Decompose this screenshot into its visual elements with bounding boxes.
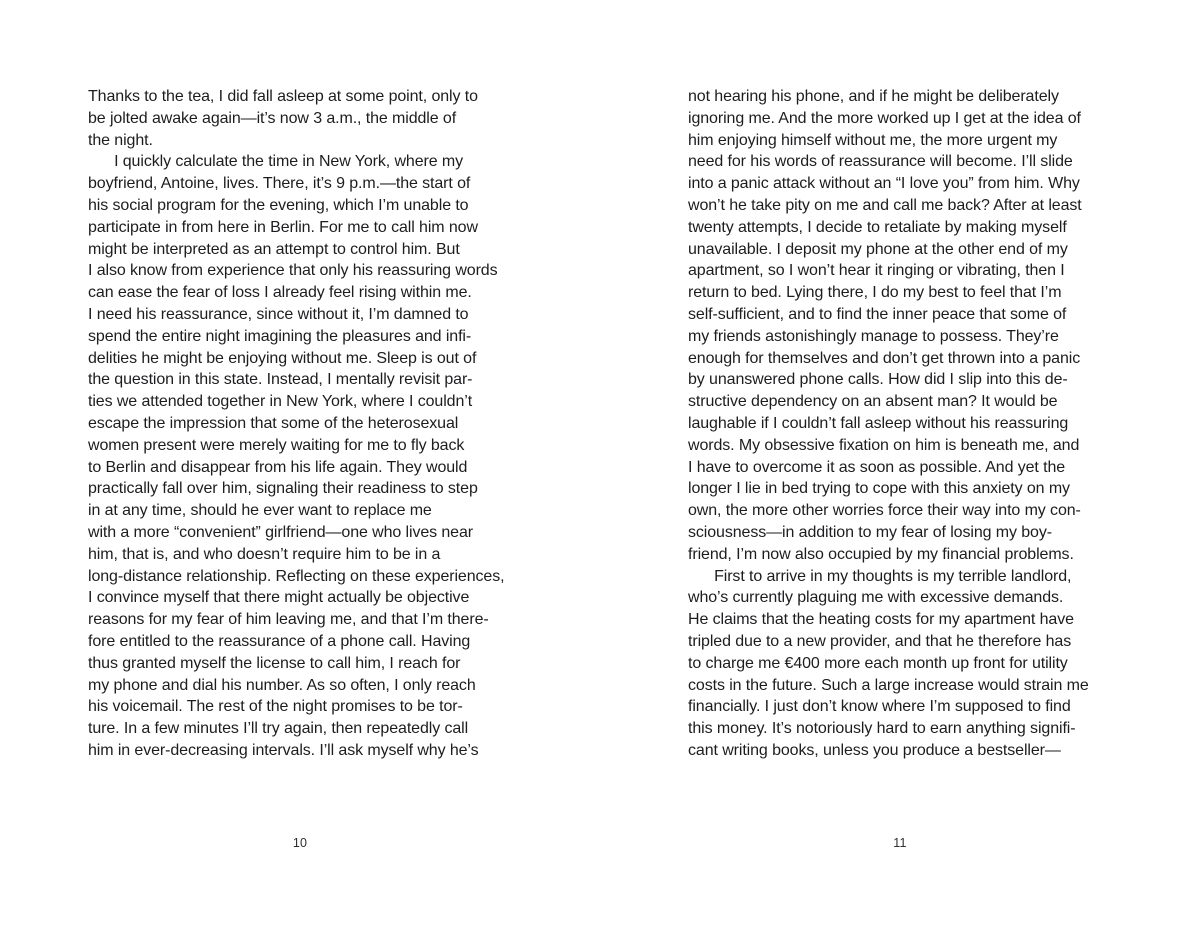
- text-line: need for his words of reassurance will become. I’ll slide: [688, 153, 1073, 171]
- text-line: can ease the fear of loss I already feel rising within me.: [88, 284, 472, 302]
- page-left-text: [88, 86, 512, 762]
- text-line: apartment, so I won’t hear it ringing or vibrating, then I: [688, 262, 1065, 280]
- text-line: be jolted awake again—it’s now 3 a.m., the middle of: [88, 109, 457, 127]
- text-line: his social program for the evening, which I’m unable to: [88, 196, 469, 214]
- text-line: won’t he take pity on me and call me back? After at least: [688, 196, 1082, 214]
- page-number-right: 11: [893, 836, 907, 850]
- text-line: with a more “convenient” girlfriend—one who lives near: [88, 523, 474, 541]
- text-line: practically fall over him, signaling their readiness to step: [88, 480, 478, 498]
- text-line: to charge me €400 more each month up front for utility: [688, 654, 1068, 672]
- text-line: cant writing books, unless you produce a bestseller—: [688, 741, 1061, 759]
- text-line: friend, I’m now also occupied by my financial problems.: [688, 545, 1074, 563]
- text-line: costs in the future. Such a large increase would strain me: [688, 676, 1089, 694]
- text-line: him enjoying himself without me, the more urgent my: [688, 131, 1058, 149]
- text-line: my phone and dial his number. As so often, I only reach: [88, 676, 476, 694]
- text-line: return to bed. Lying there, I do my best to feel that I’m: [688, 284, 1062, 302]
- text-line: twenty attempts, I decide to retaliate by making myself: [688, 218, 1067, 236]
- text-line: spend the entire night imagining the pleasures and infi-: [88, 327, 472, 345]
- text-line: First to arrive in my thoughts is my terrible landlord,: [688, 567, 1072, 585]
- text-line: ignoring me. And the more worked up I get at the idea of: [688, 109, 1081, 127]
- text-line: boyfriend, Antoine, lives. There, it’s 9 p.m.—the start of: [88, 175, 471, 193]
- text-line: escape the impression that some of the heterosexual: [88, 414, 459, 432]
- page-right-text: [688, 86, 1112, 762]
- text-line: ties we attended together in New York, where I couldn’t: [88, 393, 473, 411]
- text-line: He claims that the heating costs for my apartment have: [688, 611, 1074, 629]
- text-line: enough for themselves and don’t get thrown into a panic: [688, 349, 1081, 367]
- page-number-left: 10: [292, 836, 308, 850]
- text-line: I have to overcome it as soon as possible. And yet the: [688, 458, 1066, 476]
- text-line: Thanks to the tea, I did fall asleep at some point, only to: [88, 88, 478, 105]
- text-line: I convince myself that there might actually be objective: [88, 589, 470, 607]
- text-line: I also know from experience that only his reassuring words: [88, 262, 498, 280]
- text-line: own, the more other worries force their way into my con-: [688, 502, 1081, 520]
- text-line: thus granted myself the license to call him, I reach for: [88, 654, 461, 672]
- page-right[interactable]: [600, 0, 1200, 938]
- text-line: I need his reassurance, since without it, I’m damned to: [88, 305, 469, 323]
- text-line: I quickly calculate the time in New York, where my: [88, 153, 464, 171]
- text-line: ture. In a few minutes I’ll try again, then repeatedly call: [88, 720, 469, 738]
- text-line: reasons for my fear of him leaving me, and that I’m there-: [88, 611, 489, 629]
- text-line: words. My obsessive fixation on him is beneath me, and: [688, 436, 1080, 454]
- text-line: his voicemail. The rest of the night promises to be tor-: [88, 698, 463, 716]
- text-line: long-distance relationship. Reflecting on these experiences,: [88, 567, 505, 585]
- text-line: tripled due to a new provider, and that he therefore has: [688, 632, 1072, 650]
- text-line: financially. I just don’t know where I’m supposed to find: [688, 698, 1071, 716]
- text-line: not hearing his phone, and if he might be deliberately: [688, 88, 1059, 105]
- text-line: to Berlin and disappear from his life again. They would: [88, 458, 468, 476]
- text-line: the night.: [88, 131, 153, 149]
- text-line: him in ever-decreasing intervals. I’ll ask myself why he’s: [88, 741, 479, 759]
- text-line: longer I lie in bed trying to cope with this anxiety on my: [688, 480, 1070, 498]
- text-line: delities he might be enjoying without me. Sleep is out of: [88, 349, 477, 367]
- text-line: sciousness—in addition to my fear of losing my boy-: [688, 523, 1052, 541]
- text-line: might be interpreted as an attempt to control him. But: [88, 240, 460, 258]
- text-line: participate in from here in Berlin. For me to call him now: [88, 218, 478, 236]
- text-line: laughable if I couldn’t fall asleep without his reassuring: [688, 414, 1069, 432]
- text-line: my friends astonishingly manage to possess. They’re: [688, 327, 1059, 345]
- text-line: in at any time, should he ever want to replace me: [88, 502, 432, 520]
- text-line: who’s currently plaguing me with excessive demands.: [688, 589, 1064, 607]
- text-line: into a panic attack without an “I love you” from him. Why: [688, 175, 1080, 193]
- text-line: the question in this state. Instead, I mentally revisit par-: [88, 371, 473, 389]
- text-line: unavailable. I deposit my phone at the other end of my: [688, 240, 1068, 258]
- text-line: fore entitled to the reassurance of a phone call. Having: [88, 632, 471, 650]
- text-line: structive dependency on an absent man? It would be: [688, 393, 1058, 411]
- text-line: self-sufficient, and to find the inner peace that some of: [688, 305, 1067, 323]
- text-line: women present were merely waiting for me to fly back: [88, 436, 465, 454]
- text-line: this money. It’s notoriously hard to earn anything signifi-: [688, 720, 1076, 738]
- text-line: him, that is, and who doesn’t require him to be in a: [88, 545, 441, 563]
- text-line: by unanswered phone calls. How did I slip into this de-: [688, 371, 1068, 389]
